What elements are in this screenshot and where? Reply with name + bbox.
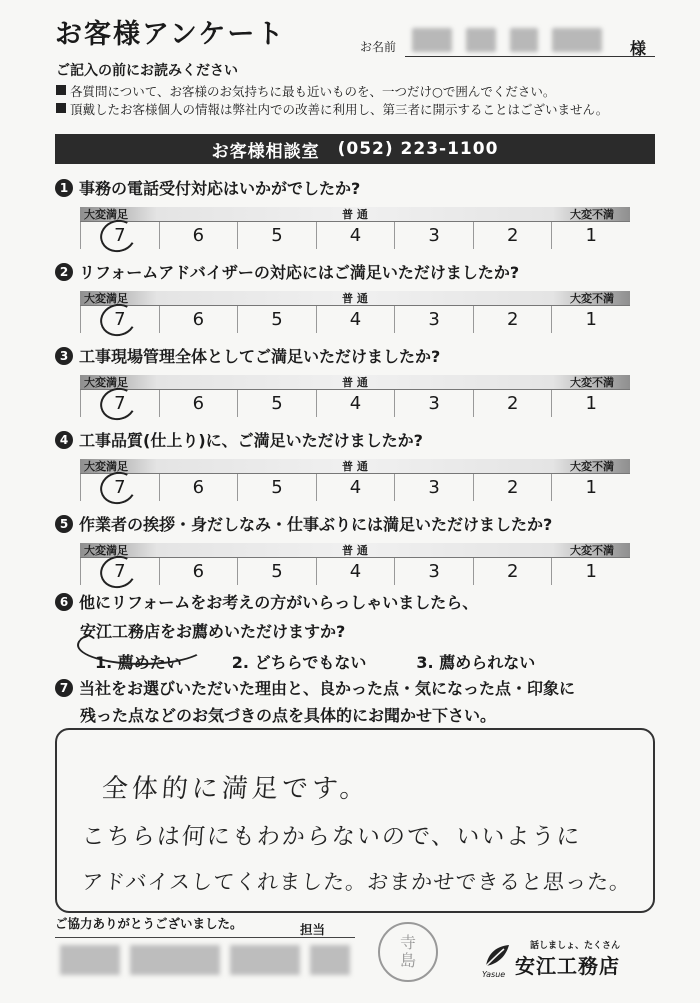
name-label: お名前 — [360, 40, 397, 54]
question-text-cont: 安江工務店をお薦めいただけますか? — [80, 622, 346, 641]
question-text: 作業者の挨拶・身だしなみ・仕事ぶりには満足いただけましたか? — [79, 515, 553, 534]
scale-label-neutral: 普 通 — [342, 544, 368, 557]
scale-option[interactable]: 3 — [394, 306, 473, 333]
scale-option[interactable]: 7 — [80, 558, 159, 585]
consult-phone: (052) 223-1100 — [337, 139, 499, 159]
scale-labels — [80, 457, 630, 473]
square-bullet-icon — [56, 85, 66, 95]
signature-line — [55, 937, 355, 938]
leaf-logo-icon — [482, 942, 512, 970]
rating-scale — [80, 289, 630, 333]
question-5 — [55, 512, 655, 585]
scale-option[interactable]: 6 — [159, 222, 238, 249]
scale-label-very-satisfied: 大変満足 — [84, 544, 128, 557]
scale-option[interactable]: 3 — [394, 558, 473, 585]
name-line — [405, 56, 655, 57]
scale-labels — [80, 289, 630, 305]
question-number-badge: 1 — [55, 179, 73, 197]
question-text: 他にリフォームをお考えの方がいらっしゃいましたら、 — [79, 593, 479, 612]
scale-option[interactable]: 1 — [551, 222, 630, 249]
option-not-recommend[interactable]: 3. 薦められない — [416, 653, 536, 672]
scale-label-very-satisfied: 大変満足 — [84, 376, 128, 389]
scale-option[interactable]: 2 — [473, 306, 552, 333]
scale-option[interactable]: 7 — [80, 390, 159, 417]
scale-label-neutral: 普 通 — [342, 460, 368, 473]
note-item: 各質問について、お客様のお気持ちに最も近いものを、一つだけ○で囲んでください。 — [56, 82, 555, 100]
scale-option[interactable]: 1 — [551, 474, 630, 501]
scale-option[interactable]: 1 — [551, 390, 630, 417]
question-text: 事務の電話受付対応はいかがでしたか? — [79, 179, 361, 198]
question-2 — [55, 260, 655, 333]
option-recommend[interactable]: 1. 薦めたい — [95, 653, 182, 672]
scale-option[interactable]: 7 — [80, 222, 159, 249]
rating-scale — [80, 373, 630, 417]
redacted-footer — [60, 945, 350, 975]
redacted-name — [412, 28, 612, 54]
rating-scale — [80, 205, 630, 249]
scale-label-very-dissatisfied: 大変不満 — [570, 208, 614, 221]
scale-label-very-satisfied: 大変満足 — [84, 460, 128, 473]
scale-labels — [80, 205, 630, 221]
scale-option[interactable]: 2 — [473, 558, 552, 585]
scale-option[interactable]: 7 — [80, 474, 159, 501]
square-bullet-icon — [56, 103, 66, 113]
scale-option[interactable]: 4 — [316, 558, 395, 585]
question-number-badge: 4 — [55, 431, 73, 449]
scale-option[interactable]: 5 — [237, 222, 316, 249]
scale-label-very-dissatisfied: 大変不満 — [570, 460, 614, 473]
scale-option[interactable]: 4 — [316, 306, 395, 333]
company-tagline: 話しましょ、たくさん — [530, 941, 621, 951]
note-item: 頂戴したお客様個人の情報は弊社内での改善に利用し、第三者に開示することはございません。 — [56, 100, 608, 118]
scale-option[interactable]: 2 — [473, 390, 552, 417]
scale-option[interactable]: 5 — [237, 306, 316, 333]
scale-option[interactable]: 5 — [237, 474, 316, 501]
pre-read-heading: ご記入の前にお読みください — [56, 63, 238, 79]
scale-options — [80, 305, 630, 333]
scale-label-neutral: 普 通 — [342, 376, 368, 389]
scale-option[interactable]: 4 — [316, 390, 395, 417]
scale-option[interactable]: 7 — [80, 306, 159, 333]
name-suffix: 様 — [630, 39, 647, 58]
scale-labels — [80, 541, 630, 557]
question-7 — [55, 676, 655, 726]
scale-option[interactable]: 6 — [159, 558, 238, 585]
seal-stamp: 寺 島 — [378, 922, 438, 982]
page-title: お客様アンケート — [55, 19, 286, 50]
question-number-badge: 7 — [55, 679, 73, 697]
question-number-badge: 3 — [55, 347, 73, 365]
scale-option[interactable]: 6 — [159, 474, 238, 501]
question-text: リフォームアドバイザーの対応にはご満足いただけましたか? — [79, 263, 520, 282]
scale-option[interactable]: 6 — [159, 390, 238, 417]
thanks-text: ご協力ありがとうございました。 — [55, 916, 243, 931]
scale-label-neutral: 普 通 — [342, 292, 368, 305]
handwritten-line: こちらは何にもわからないので、いいように — [80, 824, 583, 850]
question-3 — [55, 344, 655, 417]
scale-option[interactable]: 2 — [473, 222, 552, 249]
question-text: 工事現場管理全体としてご満足いただけましたか? — [79, 347, 441, 366]
question-1 — [55, 176, 655, 249]
rating-scale — [80, 457, 630, 501]
scale-option[interactable]: 5 — [237, 558, 316, 585]
scale-option[interactable]: 3 — [394, 390, 473, 417]
scale-options — [80, 221, 630, 249]
scale-label-very-dissatisfied: 大変不満 — [570, 544, 614, 557]
question-text: 工事品質(仕上り)に、ご満足いただけましたか? — [79, 431, 423, 450]
option-neutral[interactable]: 2. どちらでもない — [231, 653, 367, 672]
scale-option[interactable]: 1 — [551, 306, 630, 333]
question-number-badge: 5 — [55, 515, 73, 533]
scale-label-very-dissatisfied: 大変不満 — [570, 376, 614, 389]
question-number-badge: 6 — [55, 593, 73, 611]
scale-option[interactable]: 5 — [237, 390, 316, 417]
question-6 — [55, 590, 655, 673]
scale-labels — [80, 373, 630, 389]
scale-option[interactable]: 4 — [316, 222, 395, 249]
consult-label: お客様相談室 — [211, 141, 320, 162]
scale-options — [80, 557, 630, 585]
consult-bar — [55, 134, 655, 164]
question-4 — [55, 428, 655, 501]
logo-wordmark: Yasue — [482, 970, 506, 979]
question-text: 当社をお選びいただいた理由と、良かった点・気になった点・印象に — [79, 679, 576, 698]
question-text-cont: 残った点などのお気づきの点を具体的にお聞かせ下さい。 — [80, 706, 497, 725]
hand-drawn-circle-mark — [77, 625, 207, 665]
scale-label-very-dissatisfied: 大変不満 — [570, 292, 614, 305]
company-name: 安江工務店 — [515, 954, 620, 978]
scale-option[interactable]: 3 — [394, 474, 473, 501]
scale-option[interactable]: 2 — [473, 474, 552, 501]
scale-option[interactable]: 4 — [316, 474, 395, 501]
question-number-badge: 2 — [55, 263, 73, 281]
scale-option[interactable]: 3 — [394, 222, 473, 249]
scale-option[interactable]: 1 — [551, 558, 630, 585]
scale-options — [80, 473, 630, 501]
scale-label-very-satisfied: 大変満足 — [84, 292, 128, 305]
scale-option[interactable]: 6 — [159, 306, 238, 333]
handwritten-line: アドバイスしてくれました。おまかせできると思った。 — [81, 870, 633, 894]
scale-label-very-satisfied: 大変満足 — [84, 208, 128, 221]
staff-label: 担当 — [300, 922, 326, 937]
comment-box[interactable] — [55, 728, 655, 913]
rating-scale — [80, 541, 630, 585]
scale-label-neutral: 普 通 — [342, 208, 368, 221]
handwritten-line: 全体的に満足です。 — [100, 774, 371, 804]
scale-options — [80, 389, 630, 417]
